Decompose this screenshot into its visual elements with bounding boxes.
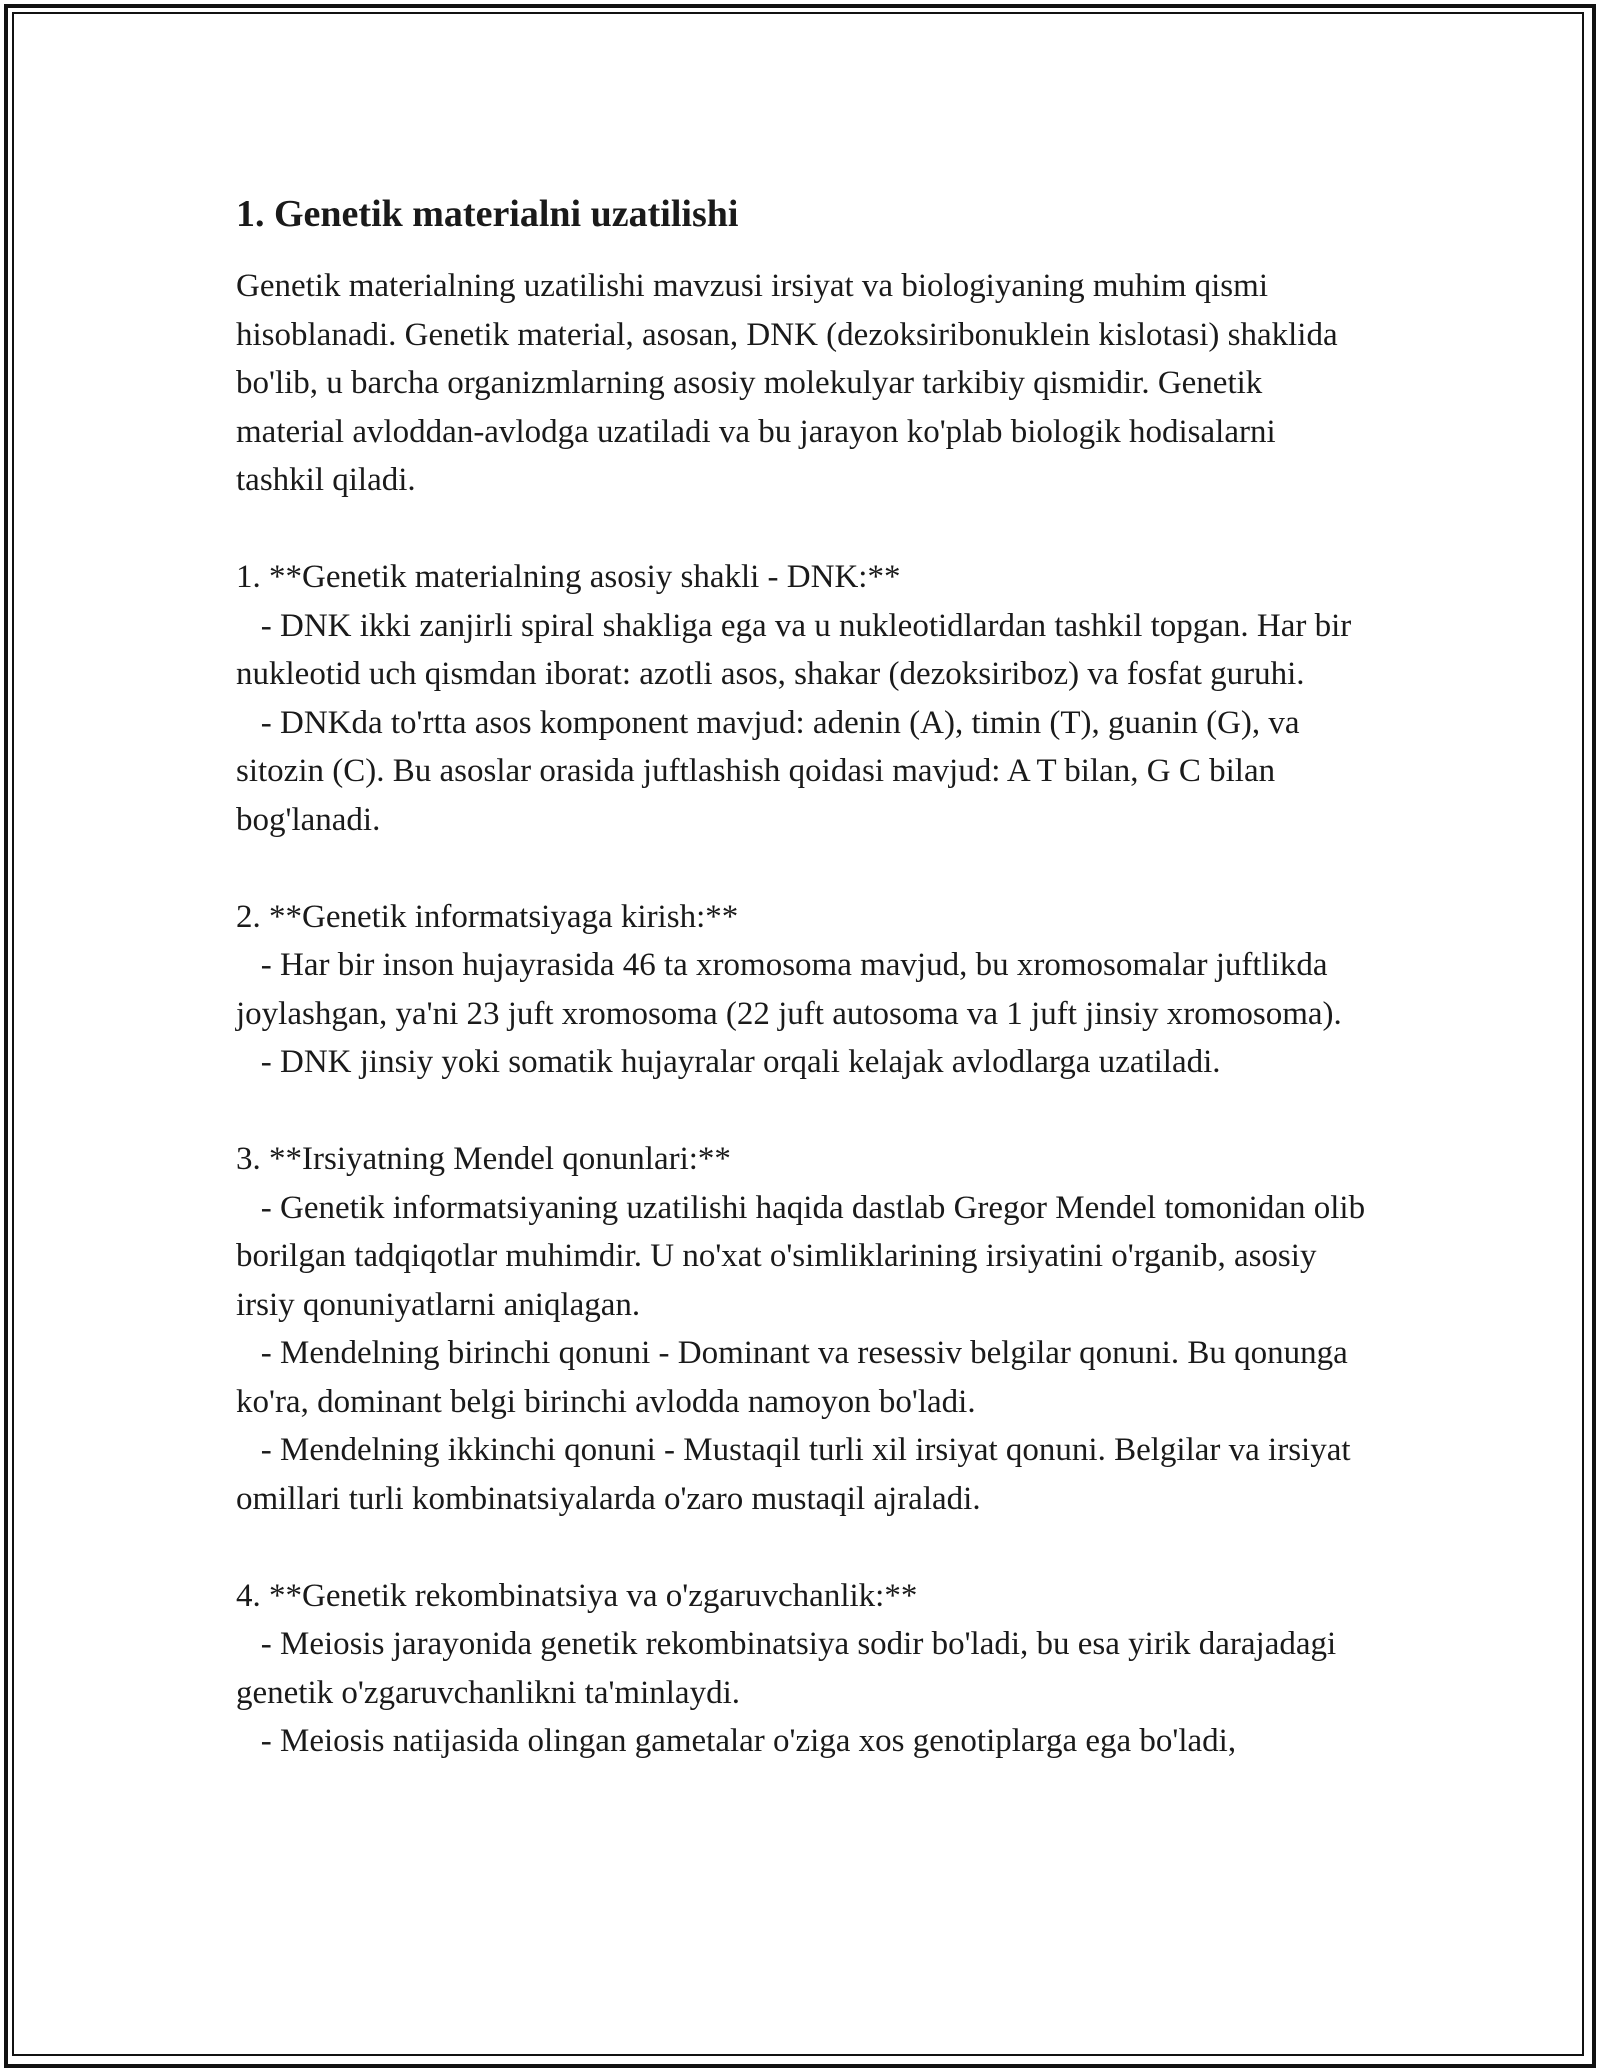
list-item: - Mendelning ikkinchi qonuni - Mustaqil turli xil irsiyat qonuni. Belgilar va irsiyat omillari turli kombinatsiyalarda o'zaro mustaqil ajraladi. bbox=[236, 1432, 1351, 1517]
section-mendel-qonunlari bbox=[236, 1135, 1366, 1523]
list-item: - Meiosis jarayonida genetik rekombinatsiya sodir bo'ladi, bu esa yirik darajadagi genetik o'zgaruvchanlikni ta'minlaydi. bbox=[236, 1626, 1337, 1711]
list-item: - DNK ikki zanjirli spiral shakliga ega va u nukleotidlardan tashkil topgan. Har bir nukleotid uch qismdan iborat: azotli asos, shakar (dezoksiriboz) va fosfat guruhi. bbox=[236, 607, 1352, 692]
document-title: 1. Genetik materialni uzatilishi bbox=[236, 193, 739, 235]
section-rekombinatsiya bbox=[236, 1572, 1366, 1766]
list-item: - Genetik informatsiyaning uzatilishi haqida dastlab Gregor Mendel tomonidan olib borilgan tadqiqotlar muhimdir. U no'xat o'simliklarining irsiyatini o'rganib, asosiy irsiy qonuniyatlarni aniqlagan. bbox=[236, 1189, 1366, 1323]
document-page bbox=[236, 186, 1366, 1766]
section-heading: 2. **Genetik informatsiyaga kirish:** bbox=[236, 898, 739, 935]
section-genetik-informatsiya bbox=[236, 893, 1366, 1087]
list-item: - Mendelning birinchi qonuni - Dominant va resessiv belgilar qonuni. Bu qonunga ko'ra, dominant belgi birinchi avlodda namoyon bo'ladi. bbox=[236, 1335, 1348, 1420]
list-item: - DNKda to'rtta asos komponent mavjud: adenin (A), timin (T), guanin (G), va sitozin (C). Bu asoslar orasida juftlashish qoidasi mavjud: A T bilan, G C bilan bog'lanadi. bbox=[236, 704, 1300, 838]
section-heading: 4. **Genetik rekombinatsiya va o'zgaruvchanlik:** bbox=[236, 1577, 918, 1614]
list-item: - Har bir inson hujayrasida 46 ta xromosoma mavjud, bu xromosomalar juftlikda joylashgan, ya'ni 23 juft xromosoma (22 juft autosoma va 1 juft jinsiy xromosoma). bbox=[236, 947, 1342, 1032]
intro-paragraph: Genetik materialning uzatilishi mavzusi irsiyat va biologiyaning muhim qismi hisoblanadi. Genetik material, asosan, DNK (dezoksiribonuklein kislotasi) shaklida bo'lib, u barcha organizmlarning asosiy molekulyar tarkibiy qismidir. Genetik material avloddan-avlodga uzatiladi va bu jarayon ko'plab biologik hodisalarni tashkil qiladi. bbox=[236, 268, 1338, 498]
list-item: - DNK jinsiy yoki somatik hujayralar orqali kelajak avlodlarga uzatiladi. bbox=[260, 1044, 1221, 1080]
section-heading: 3. **Irsiyatning Mendel qonunlari:** bbox=[236, 1141, 731, 1177]
list-item: - Meiosis natijasida olingan gametalar o'ziga xos genotiplarga ega bo'ladi, bbox=[260, 1723, 1237, 1759]
section-dnk bbox=[236, 553, 1366, 844]
section-heading: 1. **Genetik materialning asosiy shakli - DNK:** bbox=[236, 559, 901, 595]
